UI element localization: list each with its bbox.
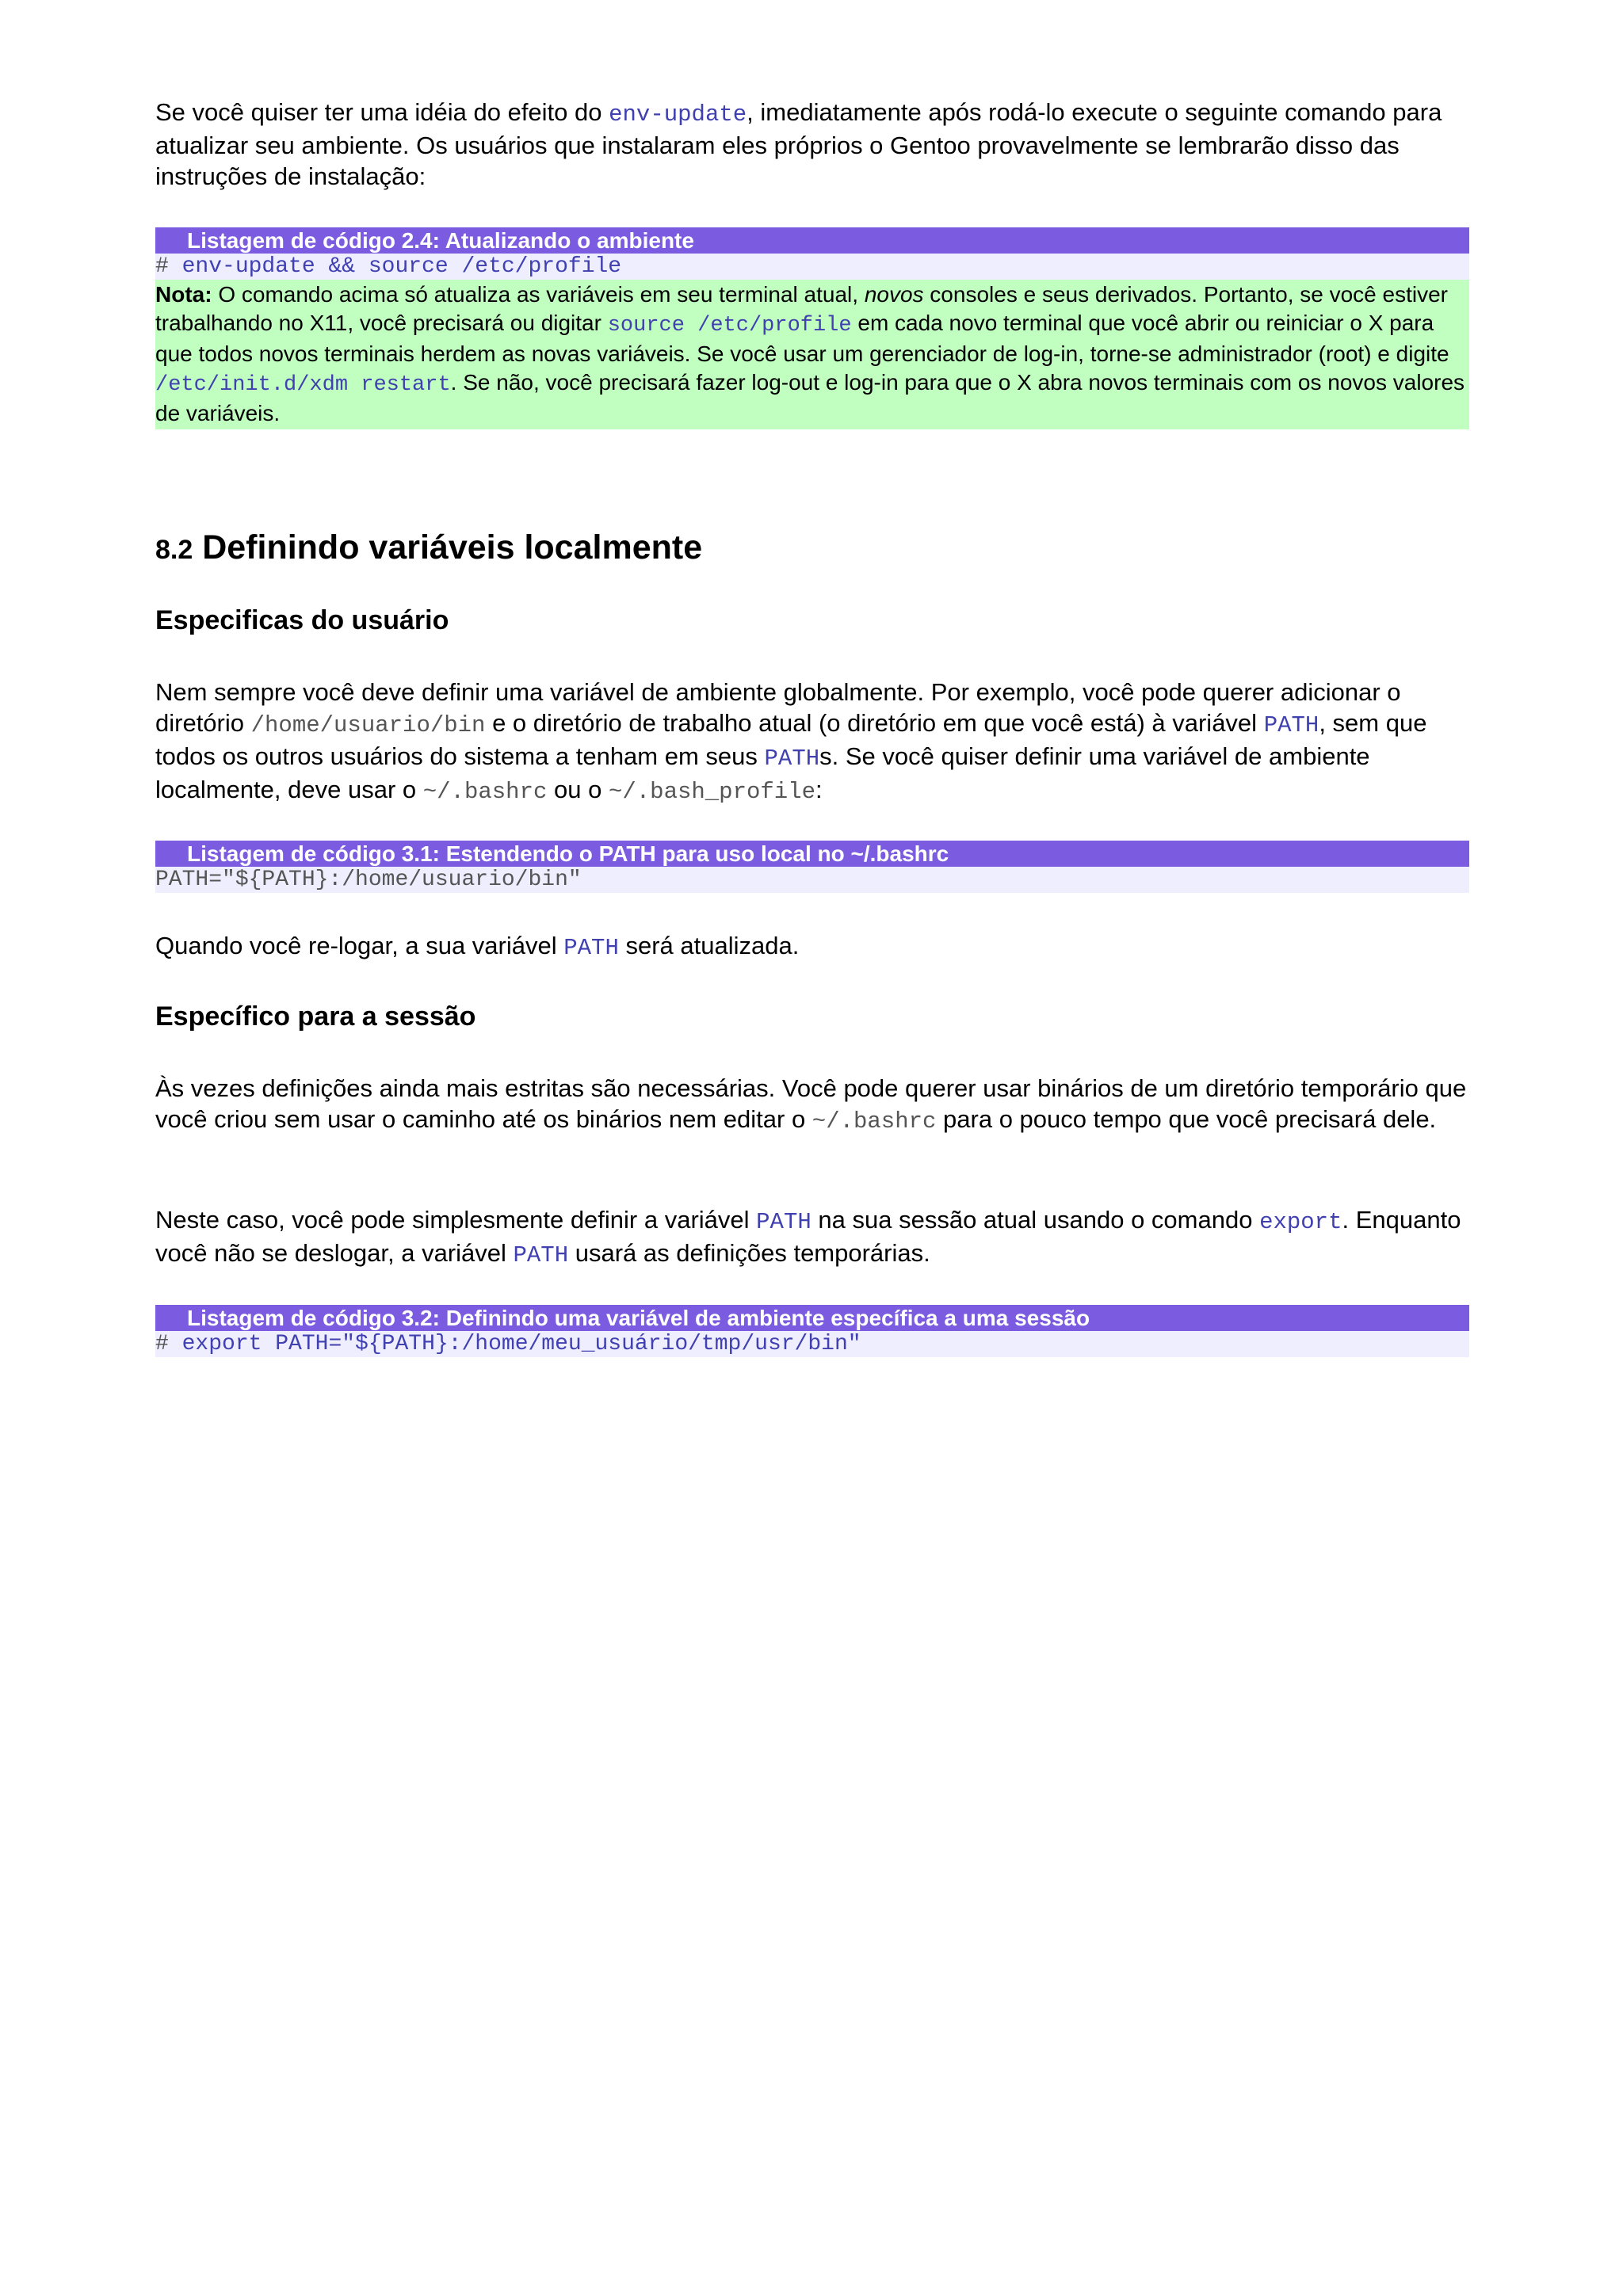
- user-paragraph: [155, 677, 1469, 807]
- note-text-1: O comando acima só atualiza as variáveis em seu terminal atual,: [212, 282, 865, 307]
- session-paragraph-1: [155, 1073, 1469, 1137]
- code-command: env-update && source /etc/profile: [181, 254, 622, 279]
- code-listing-2-4: [155, 227, 1469, 429]
- section-heading-8-2: [155, 528, 702, 570]
- session2-code-export: export: [1259, 1209, 1342, 1235]
- subheading-session-specific: Específico para a sessão: [155, 1001, 476, 1032]
- relog-code-path: PATH: [563, 935, 619, 961]
- code-prompt: #: [155, 1332, 182, 1356]
- user-text-1: Nem sempre você deve definir uma variável de ambiente globalmente. Por exemplo, você pode querer adicionar o diretório: [155, 678, 1401, 737]
- intro-paragraph: [155, 97, 1469, 192]
- note-box: [155, 280, 1469, 429]
- note-text-3: em cada novo terminal que você abrir ou reiniciar o X para que todos novos terminais herdem as novas variáveis. Se você usar um gerenciador de log-in, torne-se administrador (root) e digite: [155, 310, 1449, 366]
- listing-code-line[interactable]: [155, 1331, 1469, 1357]
- section-title: Definindo variáveis localmente: [193, 528, 703, 566]
- session1-text-2: para o pouco tempo que você precisará dele.: [936, 1105, 1437, 1133]
- note-text-2: consoles e seus derivados. Portanto, se você estiver trabalhando no X11, você precisará ou digitar: [155, 282, 1448, 335]
- code-listing-3-2: [155, 1305, 1469, 1357]
- user-text-6: :: [815, 776, 823, 803]
- note-text-4: . Se não, você precisará fazer log-out e log-in para que o X abra novos terminais com os novos valores de variáveis.: [155, 369, 1465, 425]
- user-text-3: , sem que todos os outros usuários do sistema a tenham em seus: [155, 709, 1427, 770]
- session2-text-1: Neste caso, você pode simplesmente definir a variável: [155, 1206, 757, 1234]
- intro-code-env-update: env-update: [609, 101, 747, 128]
- code-command-export: export: [181, 1332, 262, 1356]
- session1-text-1: Às vezes definições ainda mais estritas são necessárias. Você pode querer usar binários de um diretório temporário que você criou sem usar o caminho até os binários nem editar o: [155, 1074, 1467, 1133]
- relog-text-1: Quando você re-logar, a sua variável: [155, 932, 564, 959]
- code-listing-3-1: [155, 841, 1469, 893]
- relog-paragraph: [155, 930, 1469, 963]
- intro-text-1: Se você quiser ter uma idéia do efeito do: [155, 98, 609, 126]
- listing-code-line[interactable]: [155, 254, 1469, 280]
- listing-title: Listagem de código 3.2: Definindo uma variável de ambiente específica a uma sessão: [155, 1305, 1469, 1331]
- listing-title: Listagem de código 3.1: Estendendo o PATH para uso local no ~/.bashrc: [155, 841, 1469, 867]
- user-text-5: ou o: [547, 776, 609, 803]
- section-number: 8.2: [155, 535, 193, 565]
- user-code-path-2: PATH: [764, 746, 820, 772]
- session-paragraph-2: [155, 1204, 1469, 1271]
- session1-code-bashrc: ~/.bashrc: [812, 1108, 937, 1135]
- user-code-bashrc: ~/.bashrc: [422, 779, 548, 805]
- subheading-user-specific: Especificas do usuário: [155, 605, 449, 635]
- session2-code-path-1: PATH: [756, 1209, 812, 1235]
- note-emphasis: novos: [864, 282, 924, 307]
- listing-code-line[interactable]: PATH="${PATH}:/home/usuario/bin": [155, 867, 1469, 893]
- listing-title: Listagem de código 2.4: Atualizando o ambiente: [155, 227, 1469, 254]
- user-code-home-bin: /home/usuario/bin: [250, 712, 486, 738]
- relog-text-2: será atualizada.: [618, 932, 800, 959]
- code-arguments: PATH="${PATH}:/home/meu_usuário/tmp/usr/bin": [262, 1332, 861, 1356]
- note-code-source: source /etc/profile: [607, 313, 852, 338]
- user-code-bash-profile: ~/.bash_profile: [608, 779, 815, 805]
- session2-code-path-2: PATH: [513, 1242, 569, 1268]
- session2-text-3: . Enquanto você não se deslogar, a variável: [155, 1206, 1461, 1267]
- session2-text-4: usará as definições temporárias.: [568, 1239, 930, 1267]
- session2-text-2: na sua sessão atual usando o comando: [811, 1206, 1260, 1234]
- code-prompt: #: [155, 254, 182, 279]
- note-code-xdm-restart: /etc/init.d/xdm restart: [155, 372, 451, 397]
- note-label: Nota:: [155, 282, 212, 307]
- user-text-2: e o diretório de trabalho atual (o diretório em que você está) à variável: [485, 709, 1264, 737]
- intro-text-2: , imediatamente após rodá-lo execute o seguinte comando para atualizar seu ambiente. Os usuários que instalaram eles próprios o Gentoo provavelmente se lembrarão disso das instruções de instalação:: [155, 98, 1442, 190]
- user-code-path-1: PATH: [1263, 712, 1319, 738]
- user-text-4: s. Se você quiser definir uma variável de ambiente localmente, deve usar o: [155, 742, 1370, 803]
